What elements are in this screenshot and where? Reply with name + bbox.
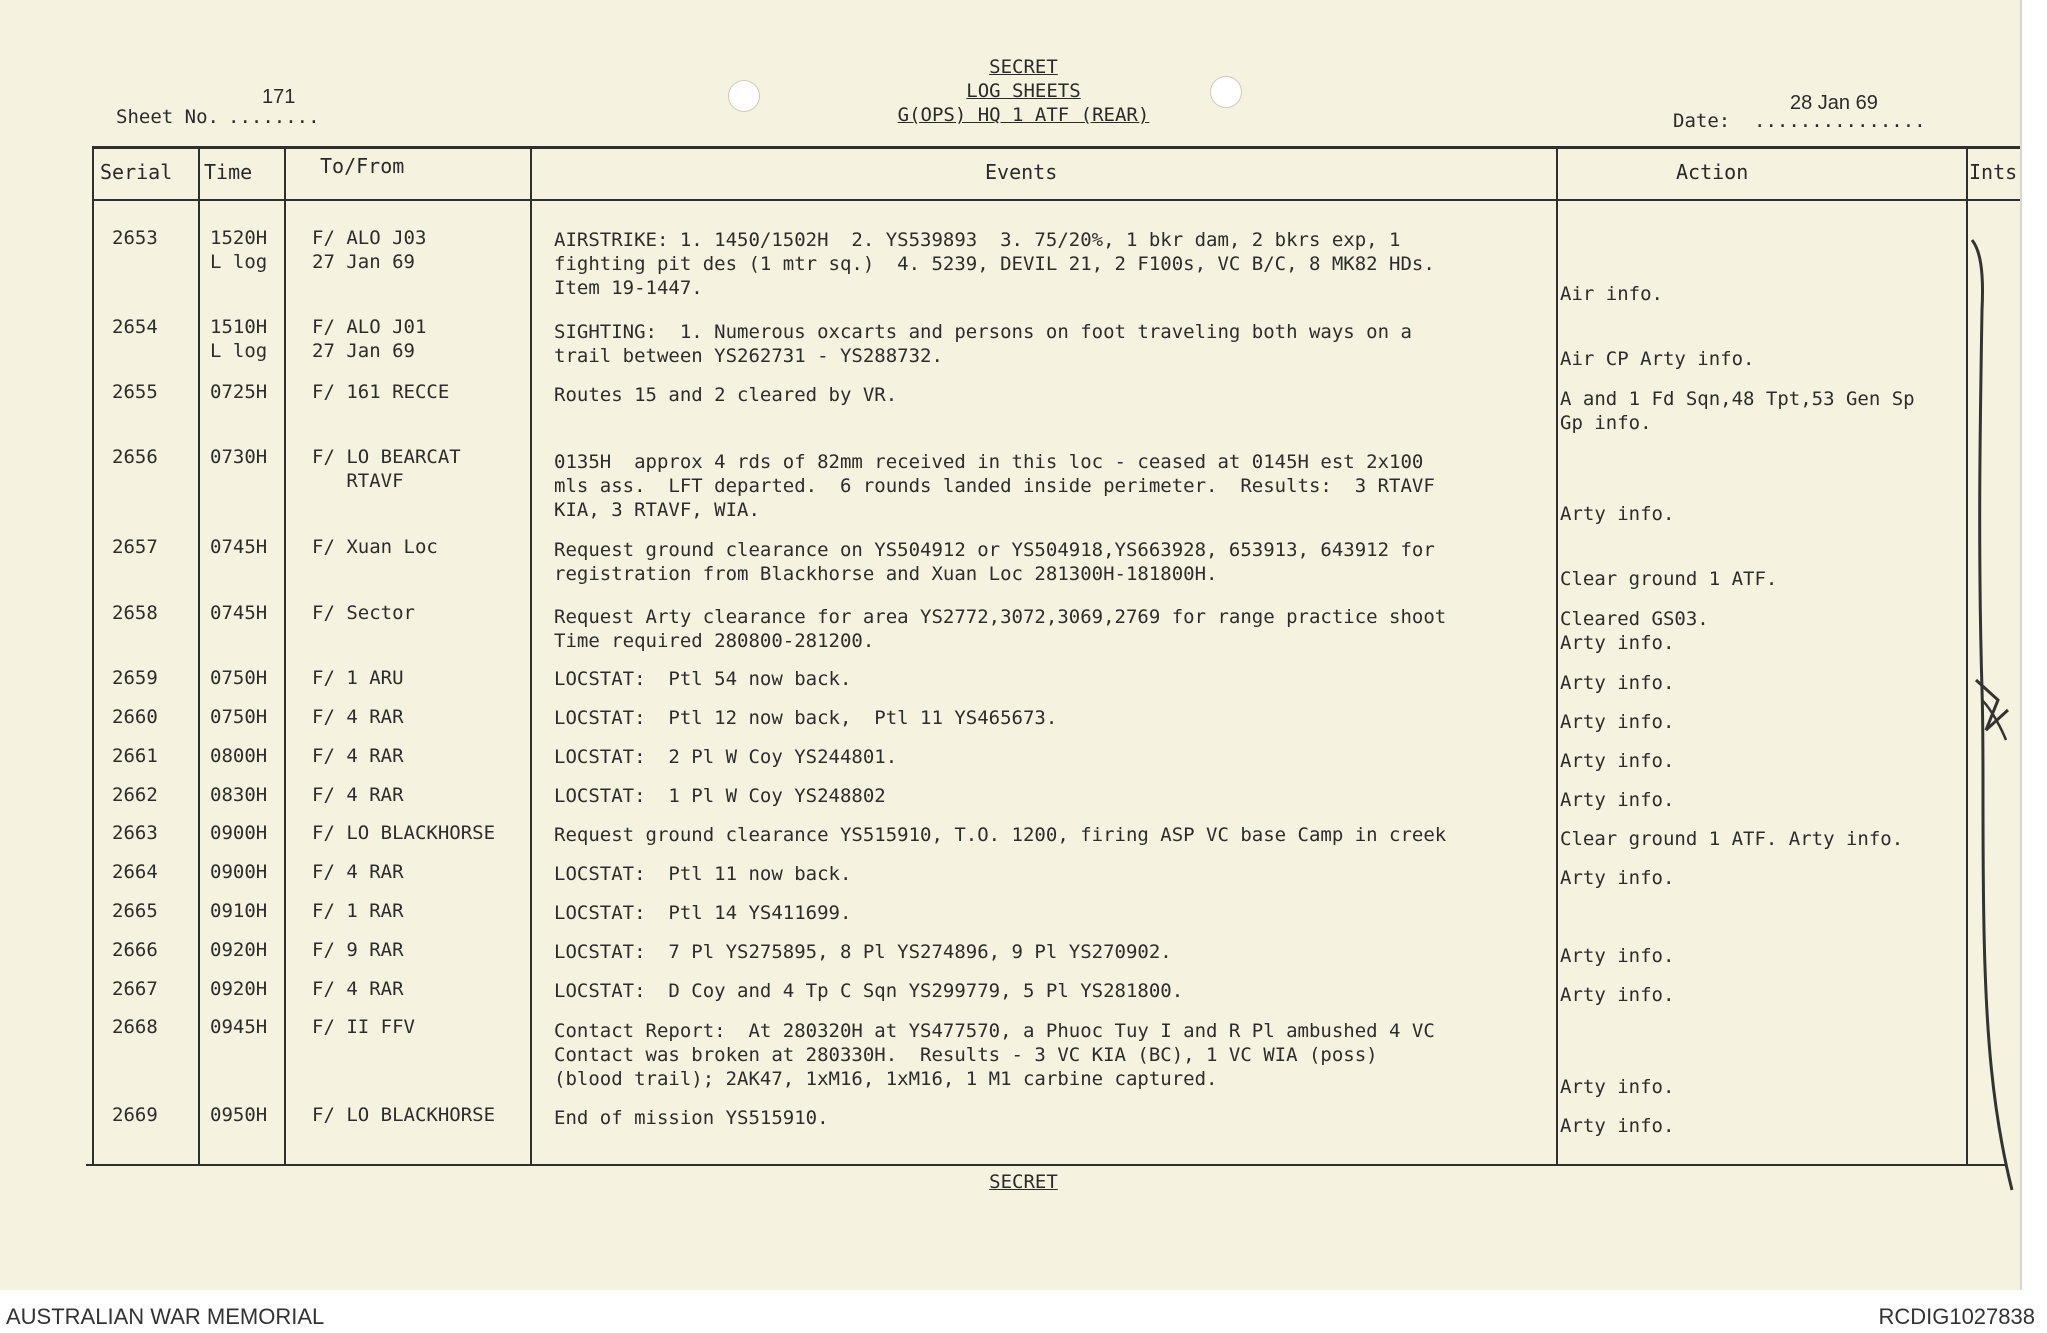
- row-action: Arty info.: [1560, 789, 1675, 811]
- row-to-from: F/ 4 RAR: [312, 978, 404, 1000]
- row-time: 0945H: [210, 1016, 268, 1038]
- row-serial: 2658: [112, 602, 158, 624]
- row-action: Arty info.: [1560, 1076, 1675, 1098]
- col-divider: [92, 146, 94, 1164]
- row-time: 0920H: [210, 978, 268, 1000]
- row-events: Request ground clearance on YS504912 or YS504918,YS663928, 653913, 643912 for registration from Blackhorse and Xuan Loc 281300H-181800H.: [554, 539, 1435, 585]
- row-events: 0135H approx 4 rds of 82mm received in this loc - ceased at 0145H est 2x100 mls ass. LFT departed. 6 rounds landed inside perimeter. Results: 3 RTAVF KIA, 3 RTAVF, WIA.: [554, 451, 1435, 521]
- row-action: Arty info.: [1560, 945, 1675, 967]
- row-action: Cleared GS03. Arty info.: [1560, 608, 1709, 654]
- row-to-from: F/ Sector: [312, 602, 415, 624]
- col-divider: [198, 146, 200, 1164]
- row-action: Arty info.: [1560, 1115, 1675, 1137]
- row-time: 0900H: [210, 822, 268, 844]
- handwritten-initials-mark: [1962, 230, 2018, 1210]
- col-header-time: Time: [204, 160, 253, 184]
- row-to-from: F/ LO BLACKHORSE: [312, 822, 496, 844]
- row-time: 0745H: [210, 536, 268, 558]
- date-dots: ...............: [1754, 110, 1926, 132]
- row-action: Arty info.: [1560, 672, 1675, 694]
- row-time: 0920H: [210, 939, 268, 961]
- row-serial: 2661: [112, 745, 158, 767]
- row-events: Contact Report: At 280320H at YS477570, a Phuoc Tuy I and R Pl ambushed 4 VC Contact was broken at 280330H. Results - 3 VC KIA (BC), 1 VC WIA (poss) (blood trail); 2AK47, 1xM16, 1xM16, 1 M1 carbine captured.: [554, 1020, 1435, 1090]
- row-time: 0745H: [210, 602, 268, 624]
- row-action: Clear ground 1 ATF. Arty info.: [1560, 828, 1904, 850]
- row-serial: 2662: [112, 784, 158, 806]
- row-to-from: F/ ALO J03 27 Jan 69: [312, 227, 427, 273]
- row-time: 0730H: [210, 446, 268, 468]
- col-header-events: Events: [985, 160, 1058, 184]
- row-time: 0910H: [210, 900, 268, 922]
- row-to-from: F/ 4 RAR: [312, 745, 404, 767]
- row-to-from: F/ II FFV: [312, 1016, 415, 1038]
- col-header-ints: Ints: [1969, 160, 2018, 184]
- footer-source: AUSTRALIAN WAR MEMORIAL: [6, 1304, 325, 1329]
- title-line2: G(OPS) HQ 1 ATF (REAR): [897, 104, 1150, 126]
- row-time: 1510H L log: [210, 316, 268, 362]
- row-events: Request ground clearance YS515910, T.O. 1200, firing ASP VC base Camp in creek: [554, 824, 1447, 846]
- row-to-from: F/ 4 RAR: [312, 784, 404, 806]
- row-serial: 2656: [112, 446, 158, 468]
- row-serial: 2654: [112, 316, 158, 338]
- col-header-to-from: To/From: [320, 154, 405, 178]
- row-serial: 2664: [112, 861, 158, 883]
- row-action: Arty info.: [1560, 867, 1675, 889]
- row-events: End of mission YS515910.: [554, 1107, 829, 1129]
- col-header-serial: Serial: [100, 160, 173, 184]
- row-events: LOCSTAT: Ptl 12 now back, Ptl 11 YS465673.: [554, 707, 1058, 729]
- date-value: 28 Jan 69: [1790, 92, 1878, 114]
- row-to-from: F/ 1 RAR: [312, 900, 404, 922]
- title-line1: LOG SHEETS: [966, 80, 1081, 102]
- row-action: A and 1 Fd Sqn,48 Tpt,53 Gen Sp Gp info.: [1560, 388, 1915, 434]
- row-time: 0900H: [210, 861, 268, 883]
- row-serial: 2663: [112, 822, 158, 844]
- header-bottom-rule: [92, 199, 2020, 201]
- row-events: Routes 15 and 2 cleared by VR.: [554, 384, 898, 406]
- row-to-from: F/ 1 ARU: [312, 667, 404, 689]
- row-events: LOCSTAT: D Coy and 4 Tp C Sqn YS299779, 5 Pl YS281800.: [554, 980, 1184, 1002]
- classification-bottom: SECRET: [989, 1171, 1058, 1193]
- row-serial: 2659: [112, 667, 158, 689]
- classification-top: SECRET: [989, 56, 1058, 78]
- row-to-from: F/ LO BEARCAT RTAVF: [312, 446, 461, 492]
- row-serial: 2666: [112, 939, 158, 961]
- row-time: 0750H: [210, 706, 268, 728]
- row-time: 0750H: [210, 667, 268, 689]
- row-events: AIRSTRIKE: 1. 1450/1502H 2. YS539893 3. 75/20%, 1 bkr dam, 2 bkrs exp, 1 fighting pit des (1 mtr sq.) 4. 5239, DEVIL 21, 2 F100s, VC B/C, 8 MK82 HDs. Item 19-1447.: [554, 229, 1435, 299]
- row-events: LOCSTAT: 7 Pl YS275895, 8 Pl YS274896, 9 Pl YS270902.: [554, 941, 1172, 963]
- row-events: LOCSTAT: Ptl 14 YS411699.: [554, 902, 852, 924]
- row-events: LOCSTAT: 1 Pl W Coy YS248802: [554, 785, 886, 807]
- row-serial: 2667: [112, 978, 158, 1000]
- row-action: Air CP Arty info.: [1560, 348, 1755, 370]
- row-serial: 2665: [112, 900, 158, 922]
- row-time: 1520H L log: [210, 227, 268, 273]
- row-to-from: F/ 4 RAR: [312, 861, 404, 883]
- row-serial: 2655: [112, 381, 158, 403]
- row-time: 0800H: [210, 745, 268, 767]
- row-events: SIGHTING: 1. Numerous oxcarts and persons on foot traveling both ways on a trail between YS262731 - YS288732.: [554, 321, 1412, 367]
- row-time: 0725H: [210, 381, 268, 403]
- row-to-from: F/ 161 RECCE: [312, 381, 450, 403]
- row-to-from: F/ 4 RAR: [312, 706, 404, 728]
- row-serial: 2660: [112, 706, 158, 728]
- row-to-from: F/ LO BLACKHORSE: [312, 1104, 496, 1126]
- row-serial: 2669: [112, 1104, 158, 1126]
- date-label: Date:: [1673, 110, 1731, 132]
- row-events: LOCSTAT: Ptl 11 now back.: [554, 863, 852, 885]
- row-serial: 2668: [112, 1016, 158, 1038]
- col-divider: [284, 146, 286, 1164]
- row-to-from: F/ Xuan Loc: [312, 536, 438, 558]
- row-time: 0950H: [210, 1104, 268, 1126]
- sheet-number: 171: [262, 86, 296, 108]
- row-to-from: F/ 9 RAR: [312, 939, 404, 961]
- row-to-from: F/ ALO J01 27 Jan 69: [312, 316, 427, 362]
- footer-id: RCDIG1027838: [1878, 1304, 2035, 1329]
- col-header-action: Action: [1676, 160, 1749, 184]
- row-events: Request Arty clearance for area YS2772,3072,3069,2769 for range practice shoot Time required 280800-281200.: [554, 606, 1447, 652]
- table-bottom-rule: [86, 1164, 2006, 1166]
- row-time: 0830H: [210, 784, 268, 806]
- row-action: Arty info.: [1560, 503, 1675, 525]
- row-action: Air info.: [1560, 283, 1663, 305]
- sheet-dots: ........: [228, 106, 320, 128]
- sheet-label: Sheet No.: [116, 106, 219, 128]
- row-action: Clear ground 1 ATF.: [1560, 568, 1778, 590]
- row-action: Arty info.: [1560, 711, 1675, 733]
- row-serial: 2653: [112, 227, 158, 249]
- row-events: LOCSTAT: Ptl 54 now back.: [554, 668, 852, 690]
- row-action: Arty info.: [1560, 750, 1675, 772]
- row-action: Arty info.: [1560, 984, 1675, 1006]
- row-serial: 2657: [112, 536, 158, 558]
- row-events: LOCSTAT: 2 Pl W Coy YS244801.: [554, 746, 898, 768]
- col-divider: [1556, 146, 1558, 1164]
- table-top-rule: [92, 146, 2020, 149]
- col-divider: [530, 146, 532, 1164]
